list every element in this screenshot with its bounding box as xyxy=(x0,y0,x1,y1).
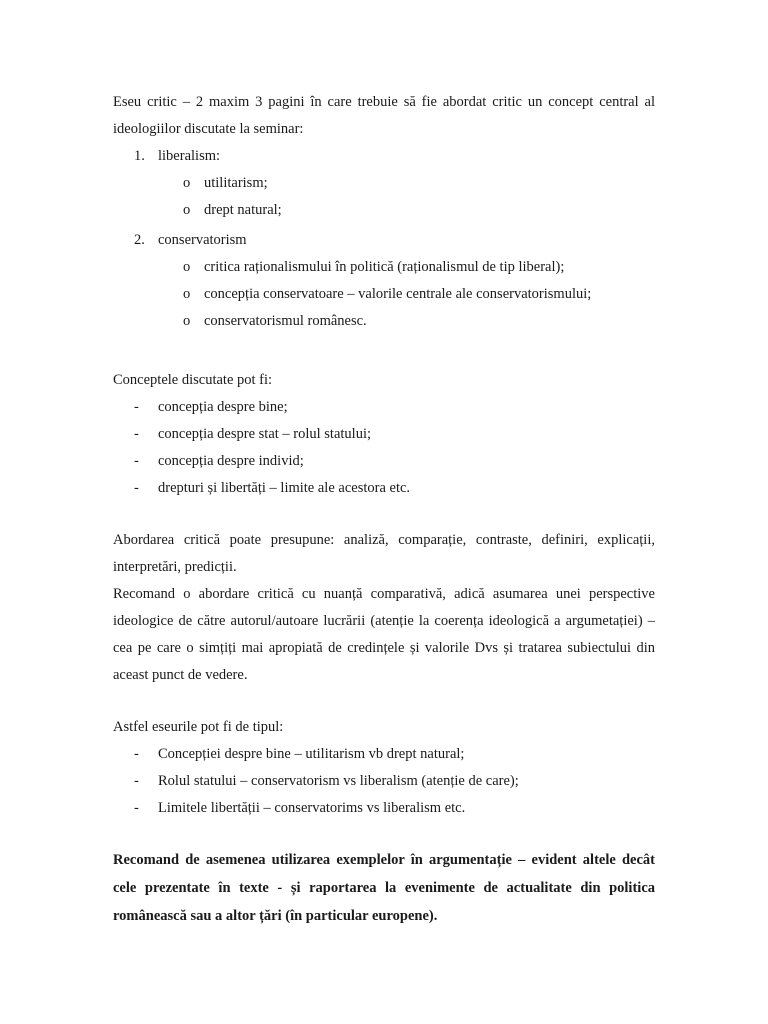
concept-item xyxy=(113,421,655,448)
sub-item-text: conservatorismul românesc. xyxy=(204,313,367,329)
sub-list-item xyxy=(113,254,655,281)
list-number: 1. xyxy=(134,148,145,164)
dash-marker: - xyxy=(134,800,139,816)
list-item-liberalism xyxy=(113,143,655,170)
list-item-conservatorism xyxy=(113,227,655,254)
example-item xyxy=(113,795,655,822)
sub-list-item xyxy=(113,197,655,224)
list-label: conservatorism xyxy=(158,232,247,248)
list-label: liberalism: xyxy=(158,148,221,164)
approach-paragraph: Abordarea critică poate presupune: analiză, comparație, contraste, definiri, explicații, interpretări, predicții. xyxy=(113,532,655,575)
sub-item-text: drept natural; xyxy=(204,202,282,218)
examples-heading: Astfel eseurile pot fi de tipul: xyxy=(113,719,284,735)
bullet-marker: o xyxy=(183,286,191,302)
sub-list-item xyxy=(113,281,655,308)
dash-marker: - xyxy=(134,399,139,415)
dash-marker: - xyxy=(134,426,139,442)
dash-marker: - xyxy=(134,453,139,469)
concept-item xyxy=(113,394,655,421)
sub-item-text: concepția conservatoare – valorile centrale ale conservatorismului; xyxy=(204,286,592,302)
bullet-marker: o xyxy=(183,313,191,329)
concepts-heading: Conceptele discutate pot fi: xyxy=(113,372,273,388)
bullet-marker: o xyxy=(183,202,191,218)
bullet-marker: o xyxy=(183,259,191,275)
concept-text: concepția despre bine; xyxy=(158,399,288,415)
concept-text: concepția despre individ; xyxy=(158,453,304,469)
example-item xyxy=(113,741,655,768)
closing-paragraph: Recomand de asemenea utilizarea exemplelor în argumentație – evident altele decât cele prezentate în texte - și raportarea la evenimente de actualitate din politica românească sau a altor țări (în particular europene). xyxy=(113,852,655,924)
examples-section xyxy=(113,714,655,822)
sub-list-item xyxy=(113,308,655,335)
sub-item-text: critica raționalismului în politică (raționalismul de tip liberal); xyxy=(204,259,565,275)
bullet-marker: o xyxy=(183,175,191,191)
sub-item-text: utilitarism; xyxy=(204,175,268,191)
concept-item xyxy=(113,475,655,502)
example-text: Concepției despre bine – utilitarism vb drept natural; xyxy=(158,746,465,762)
concept-text: concepția despre stat – rolul statului; xyxy=(158,426,372,442)
recommend-paragraph: Recomand o abordare critică cu nuanță comparativă, adică asumarea unei perspective ideologice de către autorul/autoare lucrării (atenție la coerența ideologică a argumetației) – cea pe care o simțiți mai apropiată de credințele și valorile Dvs și tratarea subiectului din aceast punct de vedere. xyxy=(113,586,655,683)
intro-paragraph: Eseu critic – 2 maxim 3 pagini în care trebuie să fie abordat critic un concept central al ideologiilor discutate la seminar: xyxy=(113,94,655,137)
dash-marker: - xyxy=(134,773,139,789)
list-number: 2. xyxy=(134,232,145,248)
concept-text: drepturi și libertăți – limite ale acestora etc. xyxy=(158,480,411,496)
sub-list-item xyxy=(113,170,655,197)
example-item xyxy=(113,768,655,795)
concepts-section xyxy=(113,367,655,502)
example-text: Limitele libertății – conservatorims vs liberalism etc. xyxy=(158,800,466,816)
dash-marker: - xyxy=(134,746,139,762)
example-text: Rolul statului – conservatorism vs liberalism (atenție de care); xyxy=(158,773,519,789)
concept-item xyxy=(113,448,655,475)
dash-marker: - xyxy=(134,480,139,496)
ideology-list xyxy=(113,143,655,335)
